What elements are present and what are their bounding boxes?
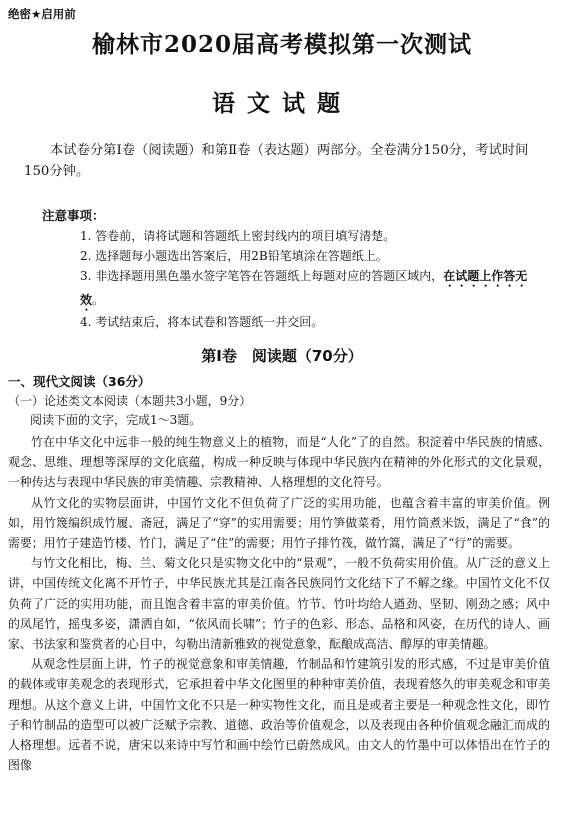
subpart-heading: （一）论述类文本阅读（本题共3小题，9分） [8,394,252,408]
notice-item-2: 2. 选择题每小题选出答案后，用2B铅笔填涂在答题纸上。 [80,249,388,263]
passage-paragraph-1: 竹在中华文化中远非一般的纯生物意义上的植物，而是“人化”了的自然。积淀着中华民族的情感、观念、思维、理想等深厚的文化底蕴，构成一种反映与体现中华民族内在精神的外化形式的文化景观，一种传达与表现中华民族的审美情趣、宗教精神、人格理想的文化符号。 [8,435,550,490]
part-heading: 一、现代文阅读（36分） [8,374,151,389]
notice-item-3-end: 。 [92,293,105,307]
exam-intro: 本试卷分第Ⅰ卷（阅读题）和第Ⅱ卷（表达题）两部分。全卷满分150分，考试时间150分钟。 [24,143,529,179]
passage-paragraph-3: 与竹文化相比，梅、兰、菊文化只是实物文化中的“景观”，一般不负荷实用价值。从广泛的意义上讲，中国传统文化离不开竹子，中华民族尤其是江南各民族同竹文化结下了不解之缘。中国竹文化不仅负荷了广泛的实用功能，而且饱含着丰富的审美价值。竹节、竹叶均给人遒劲、坚韧、刚劲之感；风中的凤尾竹，摇曳多姿，潇洒自如，“依风而长啸”；竹子的色彩、形态、品格和风姿，在历代的诗人、画家、书法家和鉴赏者的心目中，勾勒出清新雅致的视觉意象，酝酿成高洁、醇厚的审美情趣。 [8,556,550,652]
notice-item-4: 4. 考试结束后，将本试卷和答题纸一并交回。 [80,315,324,329]
passage-paragraph-4: 从观念性层面上讲，竹子的视觉意象和审美情趣，竹制品和竹建筑引发的形式感，不过是审美价值的载体或审美观念的表现形式，它承担着中华文化图里的种种审美价值，表现着悠久的审美观念和审美理想。从这个意义上讲，中国竹文化不只是一种实物性文化，而且是或者主要是一种观念性文化，即竹子和竹制品的造型可以被广泛赋予宗教、道德、政治等价值观念，以及表现由各种价值观念融汇而成的人格理想。远者不说，唐宋以来诗中写竹和画中绘竹已蔚然成风。由文人的竹墨中可以体悟出在竹子的图像 [8,657,550,773]
notice-item-3-text: 3. 非选择题用黑色墨水签字笔答在答题纸上每题对应的答题区域内， [80,269,444,283]
exam-title: 榆林市2020届高考模拟第一次测试 [91,31,472,58]
passage-paragraph-2: 从竹文化的实物层面讲，中国竹文化不但负荷了广泛的实用功能，也蕴含着丰富的审美价值。例如，用竹篾编织成竹履、斋冠，满足了“穿”的实用需要；用竹笋做菜肴，用竹筒煮米饭，满足了“食”的需要；用竹子建造竹楼、竹门，满足了“住”的需要；用竹子排竹筏，做竹篙，满足了“行”的需要。 [8,495,550,551]
notice-title: 注意事项： [42,208,105,223]
notice-item-1: 1. 答卷前，请将试题和答题纸上密封线内的项目填写清楚。 [80,229,396,243]
confidential-note: 绝密★启用前 [8,7,76,21]
notice-item-3-emphasis: 在试题上作答无效 [80,269,528,307]
subject-title: 语文试题 [212,91,352,117]
reading-passage [8,432,550,775]
notice-item-3 [80,266,550,314]
section-heading: 第Ⅰ卷 阅读题（70分） [201,347,363,365]
reading-instruction: 阅读下面的文字，完成1～3题。 [30,413,202,427]
